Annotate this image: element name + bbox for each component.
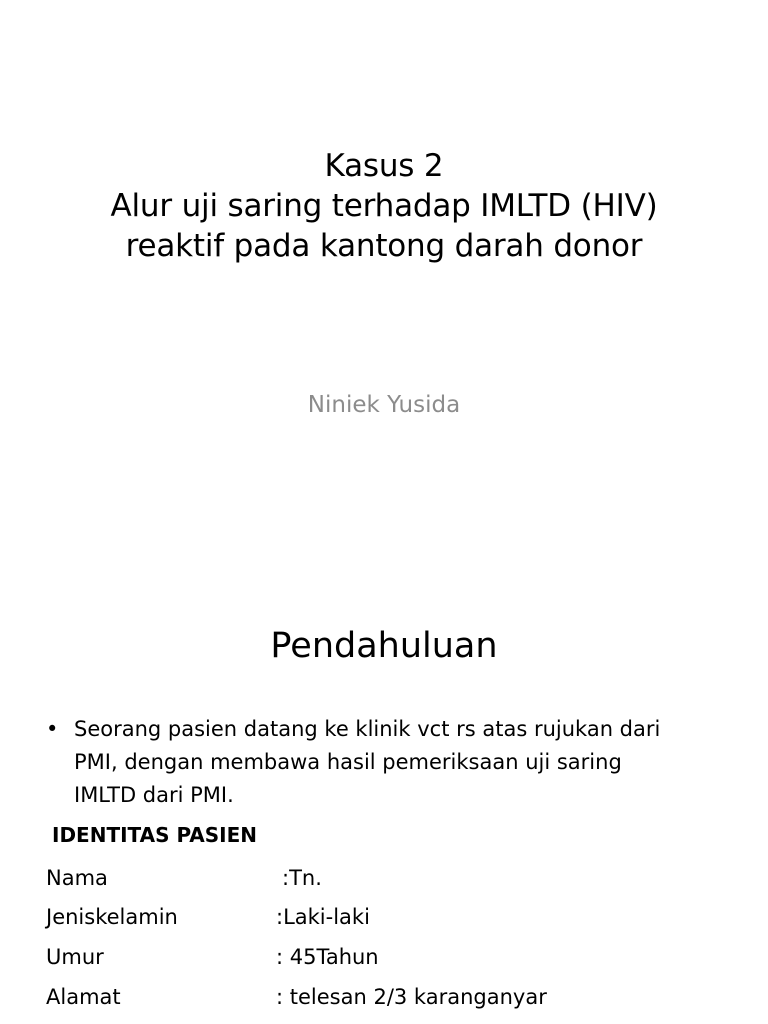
- bullet-line-1: Seorang pasien datang ke klinik vct rs atas rujukan dari: [74, 717, 661, 741]
- field-label: Nama: [46, 866, 108, 890]
- title-line-3: reaktif pada kantong darah donor: [125, 228, 643, 264]
- field-value: :Tn.: [282, 866, 322, 890]
- field-label: Umur: [46, 945, 104, 969]
- field-value: : 45Tahun: [276, 945, 379, 969]
- field-value: :Laki-laki: [276, 905, 370, 929]
- bullet-line-2: PMI, dengan membawa hasil pemeriksaan uji saring: [74, 750, 622, 774]
- field-label: Alamat: [46, 985, 121, 1009]
- slide-2: [0, 576, 768, 1024]
- slide-title: [0, 146, 768, 266]
- field-label: Jeniskelamin: [46, 905, 178, 929]
- bullet-item: [46, 713, 726, 812]
- author-subtitle: Niniek Yusida: [307, 392, 461, 418]
- title-line-1: Kasus 2: [324, 148, 444, 184]
- identitas-heading: IDENTITAS PASIEN: [52, 823, 258, 847]
- bullet-dot-icon: •: [46, 717, 59, 741]
- bullet-text: [74, 713, 726, 812]
- slide-heading: Pendahuluan: [270, 626, 498, 666]
- title-line-2: Alur uji saring terhadap IMLTD (HIV): [110, 188, 658, 224]
- field-value: : telesan 2/3 karanganyar: [276, 985, 547, 1009]
- bullet-line-3: IMLTD dari PMI.: [74, 783, 234, 807]
